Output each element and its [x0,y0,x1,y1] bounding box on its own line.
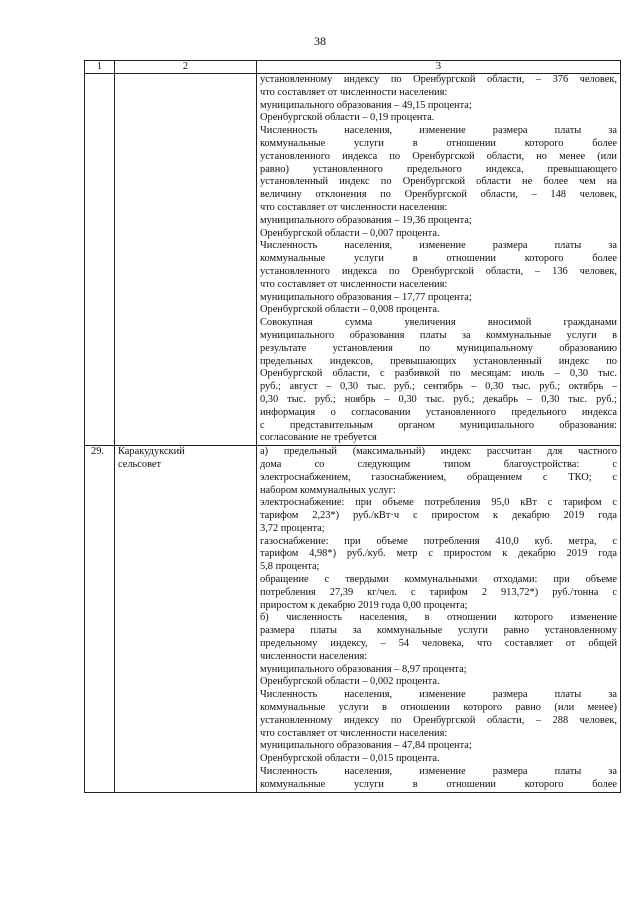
text-line: Численность населения, изменение размера платы за [260,689,617,701]
text-line: Оренбургской области, с разбивкой по месяцам: июль – 0,30 тыс. [260,368,617,380]
text-line: 0,30 тыс. руб.; ноябрь – 0,30 тыс. руб.; декабрь – 0,30 тыс. руб.; [260,393,617,405]
table-row-continuation [85,74,621,446]
text-line: коммунальные услуги в отношении которого более [260,778,617,790]
cell-number [85,74,115,446]
municipality-name-line: сельсовет [118,458,162,470]
text-line: что составляет от численности населения: [260,727,448,739]
text-line: муниципального образования платы за коммунальные услуги в [260,329,617,341]
text-line: тарифом 4,98*) руб./куб. метр с приростом к декабрю 2019 года [260,548,617,560]
cell-content [257,74,621,446]
text-line: газоснабжение: при объеме потребления 410,0 куб. метра, с [260,535,617,547]
text-line: муниципального образования – 47,84 процента; [260,740,472,752]
cell-content [257,446,621,793]
text-line: 5,8 процента; [260,561,320,573]
text-line: с представительным органом муниципального образования: [260,419,617,431]
text-line: результате установления по муниципальному образованию [260,342,617,354]
text-line: установленного индекса по Оренбургской области, – 136 человек, [260,265,617,277]
text-line: что составляет от численности населения: [260,86,448,98]
text-line: Совокупная сумма увеличения вносимой гражданами [260,317,617,329]
text-line: коммунальные услуги в отношении которого более [260,253,617,265]
text-line: Численность населения, изменение размера платы за [260,240,617,252]
text-line: численности населения: [260,650,368,662]
header-col-1: 1 [85,61,115,74]
text-line: Оренбургской области – 0,007 процента. [260,227,440,239]
text-line: набором коммунальных услуг: [260,484,396,496]
table-row-29 [85,446,621,793]
text-line: предельных индексов, превышающих установленный индекс по [260,355,617,367]
table-header-row [85,61,621,74]
text-line: 3,72 процента; [260,522,325,534]
text-line: величину отклонения по Оренбургской области, – 148 человек, [260,189,617,201]
header-col-2: 2 [115,61,257,74]
text-line: Оренбургской области – 0,008 процента. [260,304,440,316]
text-line: потребления 27,39 кг/чел. с тарифом 2 913,72*) руб./тонна с [260,586,617,598]
text-line: что составляет от численности населения: [260,278,448,290]
municipality-name-line: Каракудукский [118,446,185,458]
text-line: согласование не требуется [260,432,377,444]
text-line: Численность населения, изменение размера платы за [260,766,617,778]
text-line: электроснабжением, газоснабжением, обращением с ТКО; с [260,471,617,483]
text-line: Оренбургской области – 0,015 процента. [260,753,440,765]
header-col-3: 3 [257,61,621,74]
text-line: муниципального образования – 17,77 процента; [260,291,472,303]
text-line: установленный индекс по Оренбургской области не более чем на [260,176,617,188]
row-number: 29. [85,446,115,793]
text-line: обращение с твердыми коммунальными отходами: при объеме [260,574,617,586]
text-line: равно) установленного предельного индекса, превышающего [260,163,617,175]
text-line: а) предельный (максимальный) индекс рассчитан для частного [260,446,617,458]
text-line: электроснабжение: при объеме потребления 95,0 кВт с тарифом с [260,497,617,509]
text-line: размера платы за коммунальные услуги равно установленному [260,625,617,637]
text-line: что составляет от численности населения: [260,201,448,213]
text-line: установленному индексу по Оренбургской области, – 376 человек, [260,74,617,85]
text-line: муниципального образования – 49,15 процента; [260,99,472,111]
text-line: коммунальные услуги в отношении которого равно (или менее) [260,702,617,714]
text-line: установленному индексу по Оренбургской области, – 288 человек, [260,714,617,726]
text-line: информация о согласовании установленного предельного индекса [260,406,617,418]
text-line: муниципального образования – 8,97 процента; [260,663,467,675]
text-line: коммунальные услуги в отношении которого более [260,137,617,149]
text-line: Оренбургской области – 0,19 процента. [260,112,435,124]
text-line: тарифом 2,23*) руб./кВт·ч с приростом к декабрю 2019 года [260,510,617,522]
cell-name [115,74,257,446]
text-line: установленного индекса по Оренбургской области, но менее (или [260,150,617,162]
document-table [84,60,621,793]
text-line: б) численность населения, в отношении которого изменение [260,612,617,624]
text-line: приростом к декабрю 2019 года 0,00 процента; [260,599,468,611]
text-line: Оренбургской области – 0,002 процента. [260,676,440,688]
text-line: руб.; август – 0,30 тыс. руб.; сентябрь – 0,30 тыс. руб.; октябрь – [260,381,617,393]
municipality-name [115,446,257,793]
text-line: муниципального образования – 19,36 процента; [260,214,472,226]
page-number: 38 [314,34,326,48]
text-line: предельному индексу, – 54 человека, что составляет от общей [260,638,617,650]
text-line: дома со следующим типом благоустройства: с [260,458,617,470]
text-line: Численность населения, изменение размера платы за [260,125,617,137]
